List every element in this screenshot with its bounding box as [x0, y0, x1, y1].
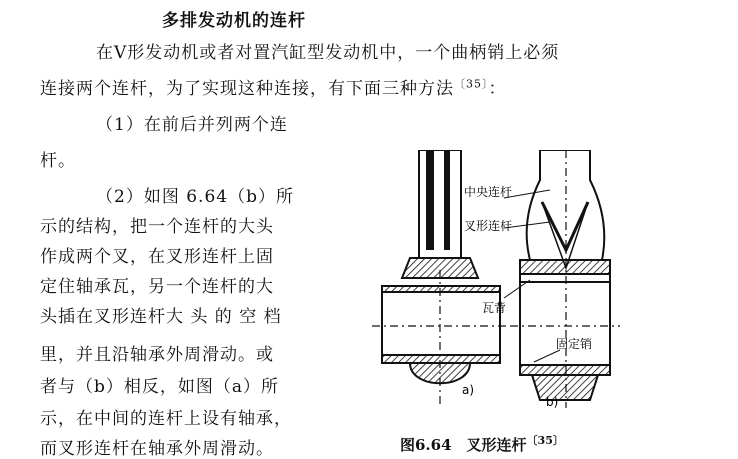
figure-caption — [400, 432, 564, 455]
label-fork-rod: 叉形连杆 — [464, 219, 513, 233]
reference-marker: 〔35〕 — [454, 77, 489, 91]
method-2-line: 定住轴承瓦，另一个连杆的大 — [40, 277, 274, 297]
method-2-line: 者与（b）相反，如图（a）所 — [40, 377, 280, 397]
paragraph-line: 在V形发动机或者对置汽缸型发动机中，一个曲柄销上必须 — [96, 43, 560, 63]
label-b: b) — [546, 395, 559, 409]
method-2-line: 而叉形连杆在轴承外周滑动。 — [40, 439, 274, 459]
paragraph-line — [40, 74, 507, 99]
label-center-rod: 中央连杆 — [464, 185, 513, 199]
method-1-line: 杆。 — [40, 151, 76, 171]
method-2-line: 示的结构，把一个连杆的大头 — [40, 217, 274, 237]
method-2-line: （2）如图 6.64（b）所 — [96, 187, 294, 207]
method-2-line: 示，在中间的连杆上设有轴承， — [40, 409, 292, 429]
paragraph-text: ： — [488, 79, 507, 99]
method-1-line: （1）在前后并列两个连 — [96, 115, 288, 135]
section-heading: 多排发动机的连杆 — [162, 11, 306, 31]
fork-connecting-rod-figure — [370, 150, 638, 420]
figure-caption-text: 图6.64 叉形连杆 — [400, 436, 527, 454]
method-2-line: 作成两个叉，在叉形连杆上固 — [40, 247, 274, 267]
method-2-line: 头插在叉形连杆大 头 的 空 档 — [40, 307, 282, 327]
label-fixing-pin: 固定销 — [556, 337, 593, 351]
figure-caption-reference: 〔35〕 — [526, 434, 564, 447]
label-a: a) — [462, 383, 475, 397]
method-2-line: 里，并且沿轴承外周滑动。或 — [40, 345, 274, 365]
figure-b-drawing — [510, 150, 620, 408]
paragraph-text: 连接两个连杆，为了实现这种连接，有下面三种方法 — [40, 79, 454, 99]
label-bearing-back: 瓦背 — [482, 301, 507, 315]
